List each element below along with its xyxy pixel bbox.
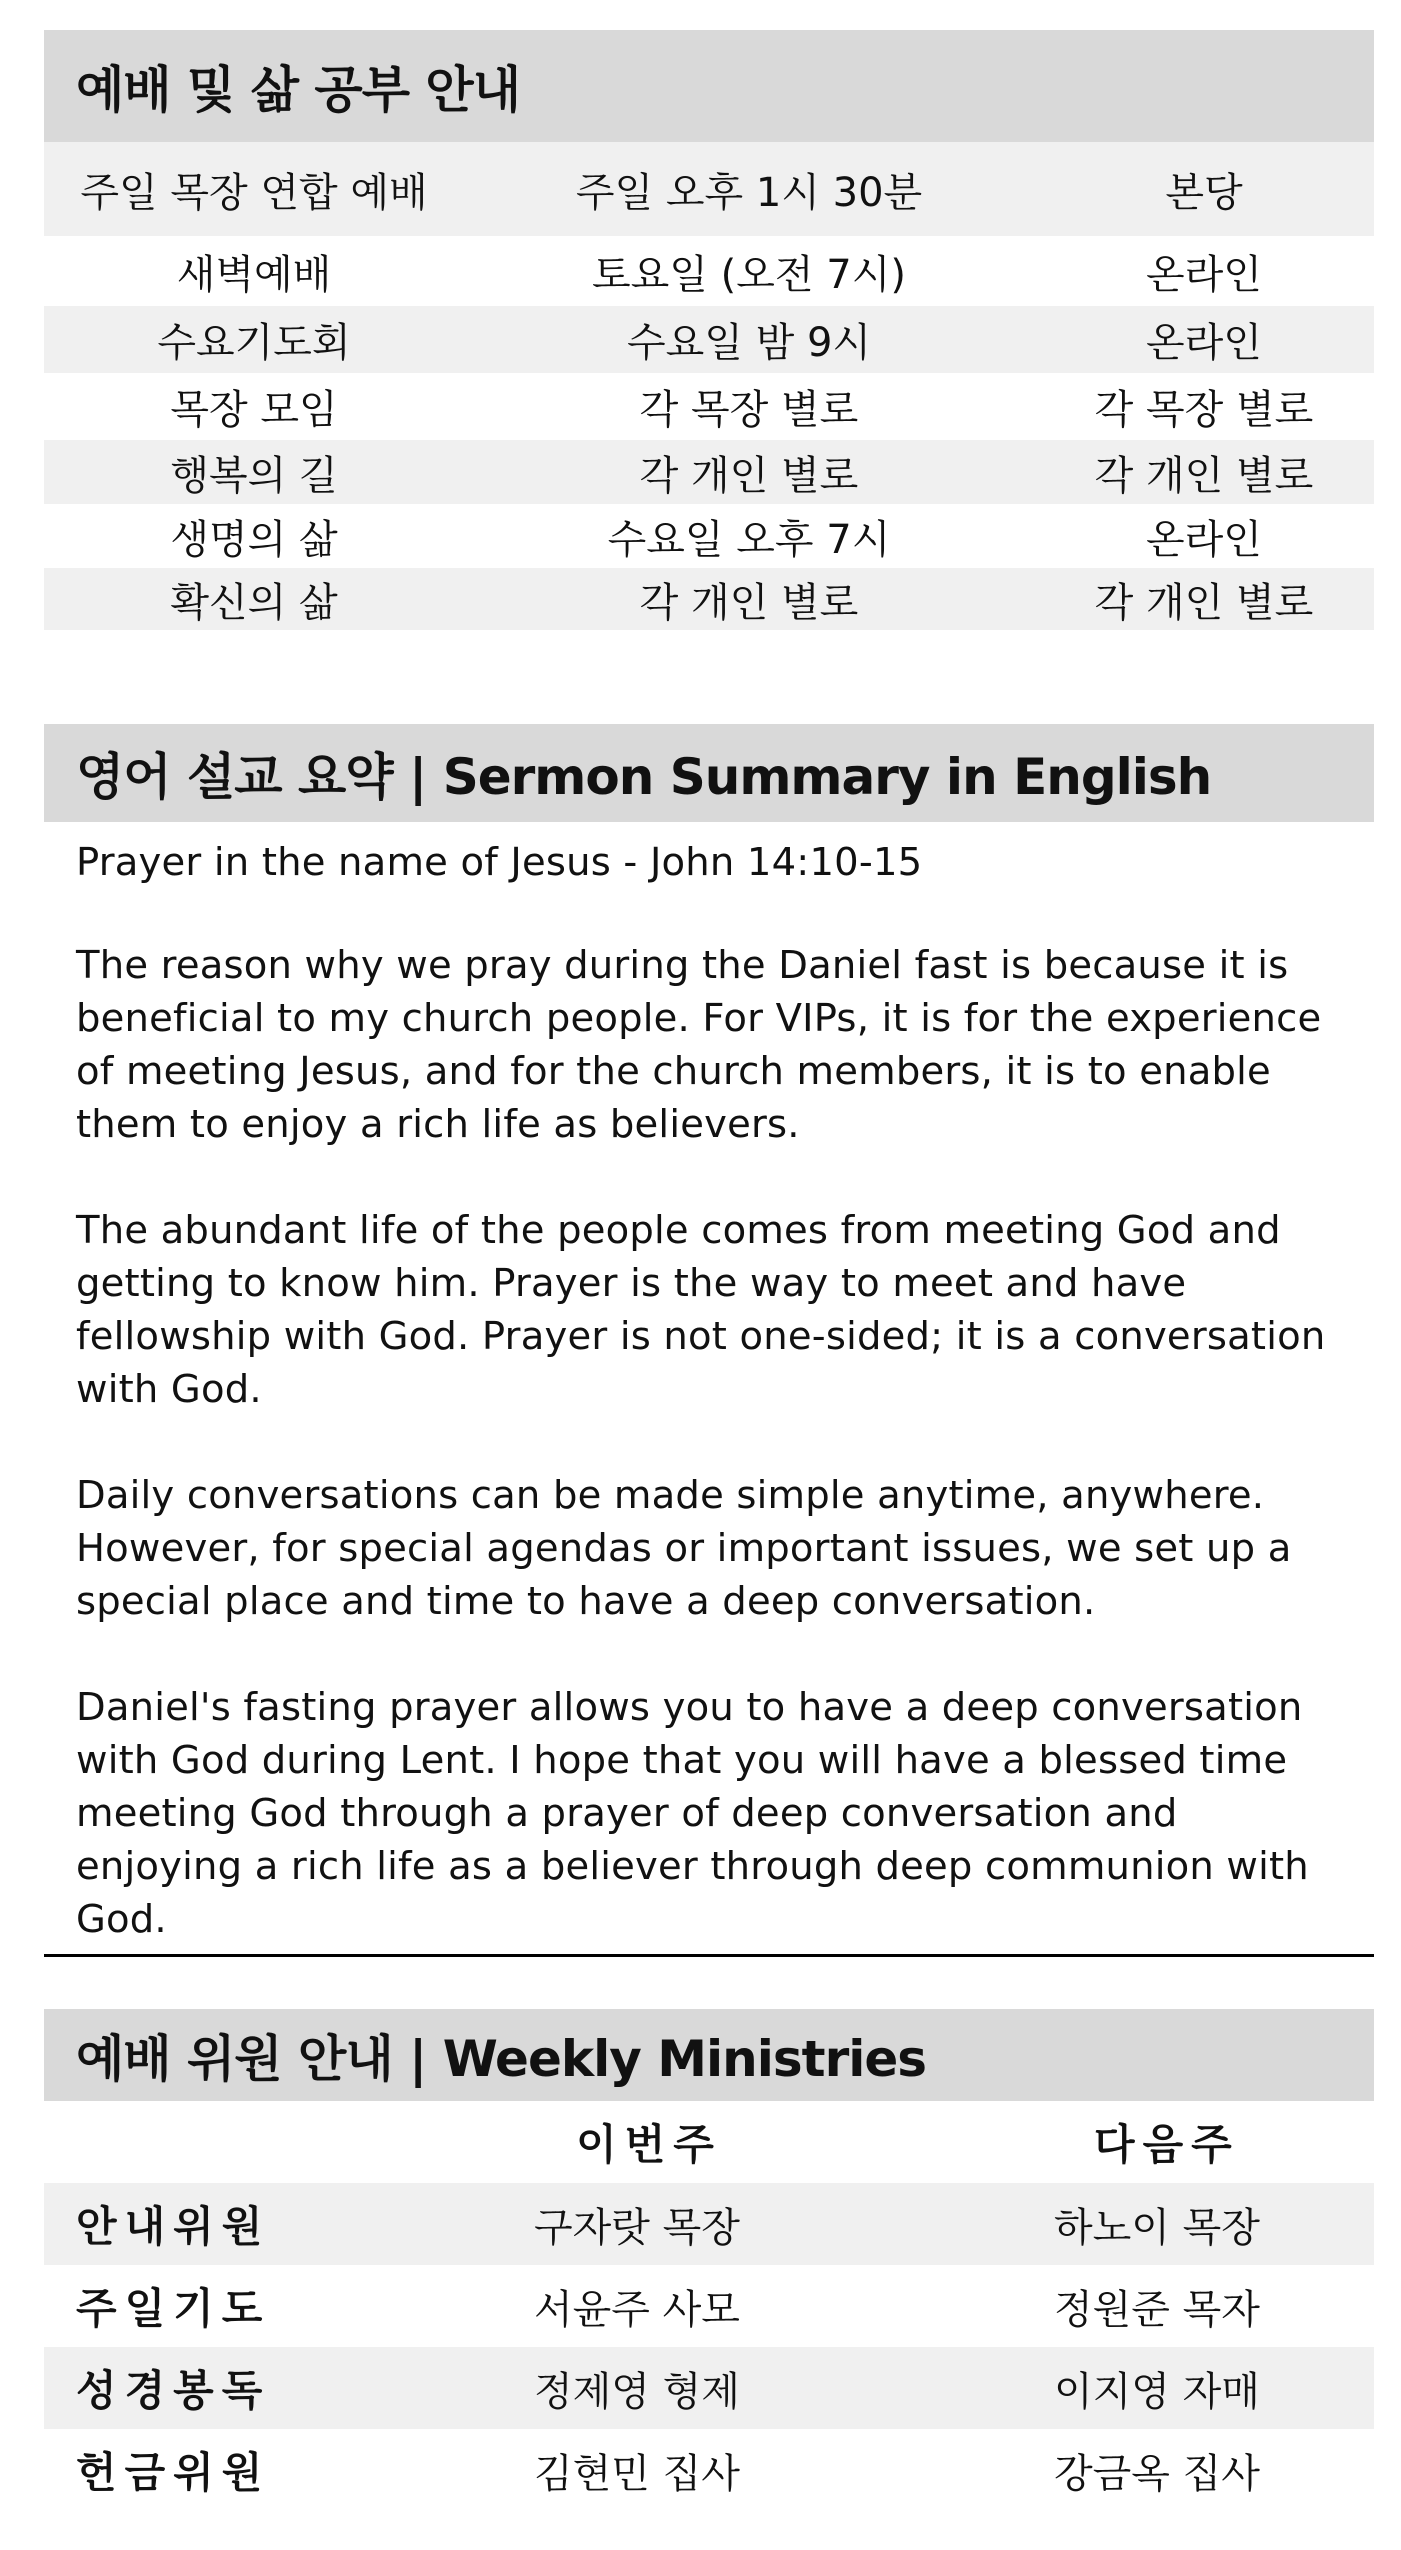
- next-week-assignee: 하노이 목장: [1054, 2204, 1260, 2251]
- event-time: 토요일 (오전 7시): [592, 251, 906, 298]
- event-time: 각 개인 별로: [639, 452, 859, 499]
- event-time: 수요일 밤 9시: [626, 320, 872, 366]
- next-week-assignee: 정원준 목자: [1054, 2286, 1260, 2333]
- bulletin-page: [44, 30, 1374, 2511]
- column-next-week: 다음주: [1094, 2120, 1240, 2169]
- sermon-paragraph: The abundant life of the people comes from meeting God and getting to know him. Prayer is the way to meet and have fellowship with God. Prayer is not one-sided; it is a conversation with God.: [76, 1208, 1326, 1412]
- worship-schedule-table: [44, 142, 1374, 630]
- sermon-paragraph: Daniel's fasting prayer allows you to have a deep conversation with God during Lent. I hope that you will have a blessed time meeting God through a prayer of deep conversation and enjoying a rich life as a believer through deep communion with God.: [76, 1685, 1309, 1942]
- this-week-assignee: 서윤주 사모: [534, 2286, 740, 2333]
- event-name: 새벽예배: [176, 251, 332, 298]
- sermon-paragraph: Daily conversations can be made simple anytime, anywhere. However, for special agendas or important issues, we set up a special place and time to have a deep conversation.: [76, 1473, 1292, 1624]
- event-place: 온라인: [1146, 516, 1262, 563]
- sermon-summary: [44, 822, 1374, 1946]
- ministry-role: 안내위원: [76, 2202, 271, 2251]
- event-time: 각 개인 별로: [639, 579, 859, 626]
- table-row: [44, 504, 1374, 568]
- worship-section-title: 예배 및 삶 공부 안내: [76, 61, 521, 119]
- column-this-week: 이번주: [576, 2120, 722, 2169]
- ministries-table: [44, 2101, 1374, 2511]
- event-name: 생명의 삶: [170, 516, 338, 563]
- event-time: 주일 오후 1시 30분: [575, 169, 923, 216]
- event-name: 주일 목장 연합 예배: [80, 169, 428, 216]
- event-place: 각 목장 별로: [1094, 387, 1314, 433]
- table-row: [44, 2265, 1374, 2347]
- table-row: [44, 568, 1374, 630]
- event-time: 수요일 오후 7시: [607, 516, 891, 563]
- event-name: 수요기도회: [157, 320, 351, 366]
- event-name: 행복의 길: [170, 452, 338, 499]
- this-week-assignee: 구자랏 목장: [534, 2204, 740, 2251]
- table-row: [44, 373, 1374, 440]
- table-row: [44, 306, 1374, 373]
- table-row: [44, 236, 1374, 306]
- event-place: 온라인: [1146, 251, 1262, 298]
- event-name: 확신의 삶: [170, 579, 338, 626]
- this-week-assignee: 정제영 형제: [534, 2368, 740, 2415]
- next-week-assignee: 강금옥 집사: [1054, 2450, 1260, 2497]
- table-row: [44, 440, 1374, 504]
- table-row: [44, 2429, 1374, 2511]
- event-name: 목장 모임: [170, 387, 338, 433]
- event-place: 온라인: [1146, 320, 1262, 366]
- sermon-section-title: 영어 설교 요약 | Sermon Summary in English: [76, 748, 1212, 806]
- event-place: 본당: [1165, 169, 1243, 216]
- ministries-section-header: [44, 2009, 1374, 2101]
- event-time: 각 목장 별로: [639, 387, 859, 433]
- event-place: 각 개인 별로: [1094, 579, 1314, 626]
- sermon-title: Prayer in the name of Jesus - John 14:10-15: [76, 840, 923, 885]
- worship-section-header: [44, 30, 1374, 142]
- ministry-role: 성경봉독: [76, 2366, 271, 2415]
- next-week-assignee: 이지영 자매: [1054, 2368, 1260, 2415]
- table-row: [44, 2183, 1374, 2265]
- ministry-role: 헌금위원: [76, 2448, 271, 2497]
- ministries-section-title: 예배 위원 안내 | Weekly Ministries: [76, 2030, 927, 2088]
- sermon-section-header: [44, 724, 1374, 822]
- table-row: [44, 2347, 1374, 2429]
- ministry-role: 주일기도: [76, 2284, 271, 2333]
- table-row: [44, 142, 1374, 236]
- this-week-assignee: 김현민 집사: [534, 2450, 740, 2497]
- event-place: 각 개인 별로: [1094, 452, 1314, 499]
- ministries-header-row: [44, 2101, 1374, 2183]
- sermon-paragraph: The reason why we pray during the Daniel fast is because it is beneficial to my church people. For VIPs, it is for the experience of meeting Jesus, and for the church members, it is to enable them to enjoy a rich life as believers.: [76, 943, 1322, 1147]
